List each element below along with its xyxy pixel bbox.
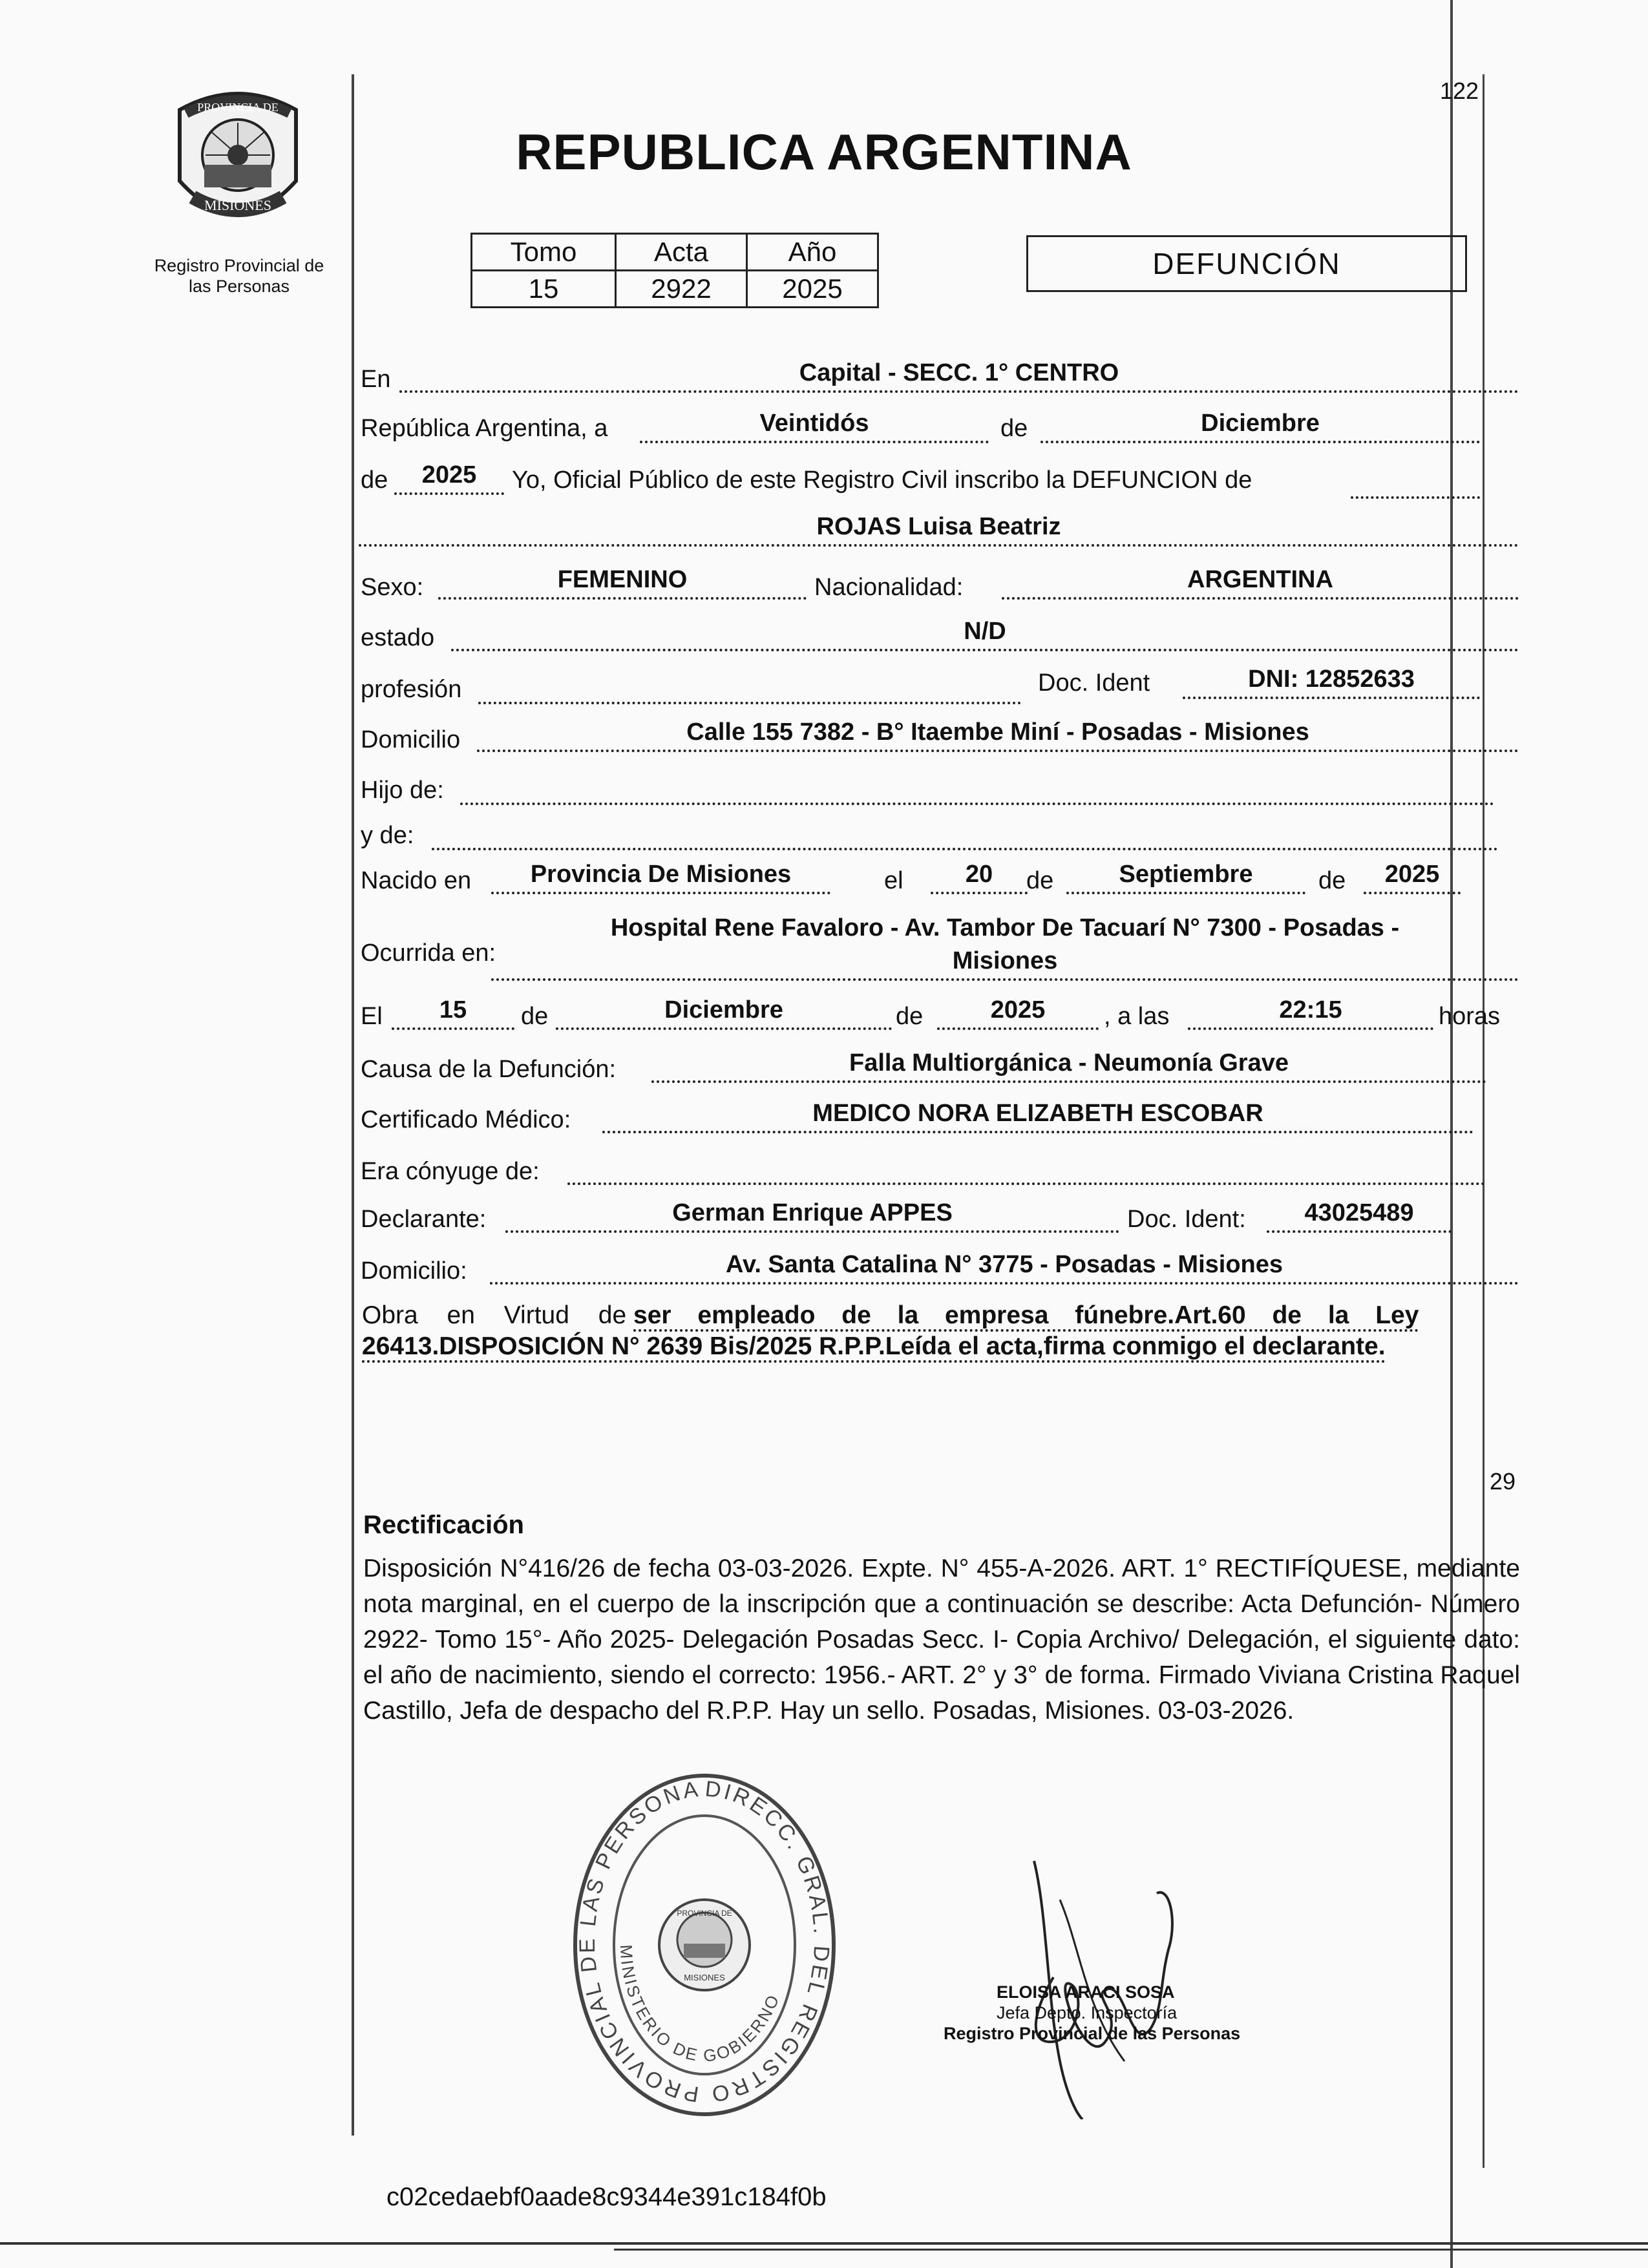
field-nac-anio: 2025 [1364,859,1461,894]
right-margin-line [1450,0,1453,2268]
label-declarante: Declarante: [361,1206,487,1233]
label-certificado: Certificado Médico: [361,1106,571,1133]
tomo-value: 15 [472,271,616,308]
label-sexo: Sexo: [361,574,424,601]
label-horas: horas [1439,1003,1501,1030]
field-lugar: Capital - SECC. 1° CENTRO [399,358,1519,393]
label-fall-el: El [361,1003,383,1030]
seal-top-text: PROVINCIA DE [197,101,279,114]
label-en: En [361,366,391,393]
bottom-border-line [0,2242,1648,2245]
official-stamp [569,1770,840,2119]
label-nacido-en: Nacido en [361,867,472,894]
label-doc-ident: Doc. Ident [1038,669,1150,697]
stamp-ring-text: DIRECC. GRAL. DEL REGISTRO PROVINCIAL DE LAS PERSONA [575,1776,834,2107]
field-certificado: MEDICO NORA ELIZABETH ESCOBAR [602,1098,1474,1133]
label-fall-de1: de [521,1003,549,1030]
rectificacion-text: Disposición N°416/26 de fecha 03-03-2026. Expte. N° 455-A-2026. ART. 1° RECTIFÍQUESE, mediante nota marginal, en el cuerpo de la inscripción que a continuación se describe: Acta Defunción- Número 2922- Tomo 15°- Año 2025- Delegación Posadas Secc. I- Copia Archivo/ Delegación, el siguiente dato: el año de nacimiento, siendo el correcto: 1956.- ART. 2° y 3° de forma. Firmado Viviana Cristina Raquel Castillo, Jefa de despacho del R.P.P. Hay un sello. Posadas, Misiones. 03-03-2026. [363,1555,1520,1725]
field-anio: 2025 [394,460,504,495]
field-fall-mes: Diciembre [556,995,892,1030]
page-title: REPUBLICA ARGENTINA [516,123,1132,180]
field-obra-line1: ser empleado de la empresa fúnebre.Art.60 de la Ley [633,1301,1419,1332]
field-nombre: ROJAS Luisa Beatriz [359,512,1519,547]
anio-value: 2025 [747,271,878,308]
field-profesion [478,669,1021,704]
left-margin-line [352,74,354,2136]
label-conyuge: Era cónyuge de: [361,1158,540,1185]
official-stamp-icon [569,1770,840,2119]
acta-label: Acta [616,234,747,271]
signature-org: Registro Provincial de las Personas [944,2024,1241,2043]
label-obra: Obra en Virtud de [362,1301,627,1329]
label-nacionalidad: Nacionalidad: [814,574,964,601]
rectificacion-heading: Rectificación [363,1511,524,1539]
field-domicilio: Calle 155 7382 - B° Itaembe Miní - Posadas - Misiones [477,717,1519,752]
field-fall-dia: 15 [392,995,514,1030]
label-domicilio-declarante: Domicilio: [361,1257,467,1285]
field-mes: Diciembre [1041,408,1480,443]
label-nac-de2: de [1318,867,1346,894]
signature-role: Jefa Depto. Inspectoría [997,2003,1178,2022]
label-domicilio: Domicilio [361,726,461,753]
field-estado: N/D [451,616,1519,651]
field-causa: Falla Multiorgánica - Neumonía Grave [651,1048,1486,1083]
label-a-las: , a las [1104,1003,1170,1030]
field-ocurrida-line2: Misiones [491,946,1519,981]
label-de-mes: de [1000,415,1028,442]
seal-bottom-text: MISIONES [204,197,271,213]
field-obra-line2: 26413.DISPOSICIÓN N° 2639 Bis/2025 R.P.P.Leída el acta,firma conmigo el declarante. [362,1332,1386,1363]
field-declarante-doc: 43025489 [1267,1198,1452,1233]
label-republica: República Argentina, a [361,415,608,442]
field-dia-letras: Veintidós [640,408,989,443]
record-type: DEFUNCIÓN [1026,235,1467,292]
label-ocurrida-en: Ocurrida en: [361,940,496,967]
field-nac-mes: Septiembre [1066,859,1305,894]
registry-name-line2: las Personas [188,277,290,296]
obra-en-virtud [362,1300,1481,1362]
label-profesion: profesión [361,676,462,703]
field-declarante-domicilio: Av. Santa Catalina N° 3775 - Posadas - Misiones [490,1250,1519,1285]
dots-after-yo [1351,467,1480,499]
registry-name-line1: Registro Provincial de [154,256,324,275]
anio-label: Año [747,234,878,271]
record-id-table [470,233,879,308]
field-nacido-en: Provincia De Misiones [491,859,830,894]
field-nac-dia: 20 [931,859,1028,894]
field-fall-anio: 2025 [937,995,1099,1030]
dots-y-de [432,818,1498,850]
field-hora: 22:15 [1188,995,1433,1030]
label-nac-de1: de [1026,867,1054,894]
stamp-center-top: PROVINCIA DE [677,1909,732,1918]
label-fall-de2: de [896,1003,924,1030]
label-hijo-de: Hijo de: [361,777,444,804]
bottom-tab-line [614,2249,1648,2251]
label-yo-oficial: Yo, Oficial Público de este Registro Civil inscribo la DEFUNCION de [512,467,1252,494]
label-estado: estado [361,624,435,651]
field-declarante: German Enrique APPES [505,1198,1119,1233]
field-ocurrida-line1: Hospital Rene Favaloro - Av. Tambor De Tacuarí N° 7300 - Posadas - [610,914,1400,941]
label-doc-ident-declarante: Doc. Ident: [1127,1206,1246,1233]
dots-hijo-de [460,773,1494,805]
label-de-anio: de [361,467,388,494]
field-nacionalidad: ARGENTINA [1002,565,1519,600]
field-dni: DNI: 12852633 [1183,664,1480,699]
stamp-center-bottom: MISIONES [684,1973,725,1982]
page-number-top: 122 [1440,78,1479,104]
dots-conyuge [567,1153,1485,1185]
label-y-de: y de: [361,822,414,849]
label-nac-el: el [884,867,903,894]
stamp-inner-text: MINISTERIO DE GOBIERNO [616,1944,784,2066]
field-sexo: FEMENINO [438,565,807,600]
label-causa: Causa de la Defunción: [361,1056,617,1083]
document-hash: c02cedaebf0aade8c9344e391c184f0b [386,2183,827,2211]
acta-value: 2922 [616,271,747,308]
tomo-label: Tomo [472,234,616,271]
page-number-mid: 29 [1490,1468,1516,1495]
signature-name: ELOISA ARACI SOSA [997,1982,1175,2002]
